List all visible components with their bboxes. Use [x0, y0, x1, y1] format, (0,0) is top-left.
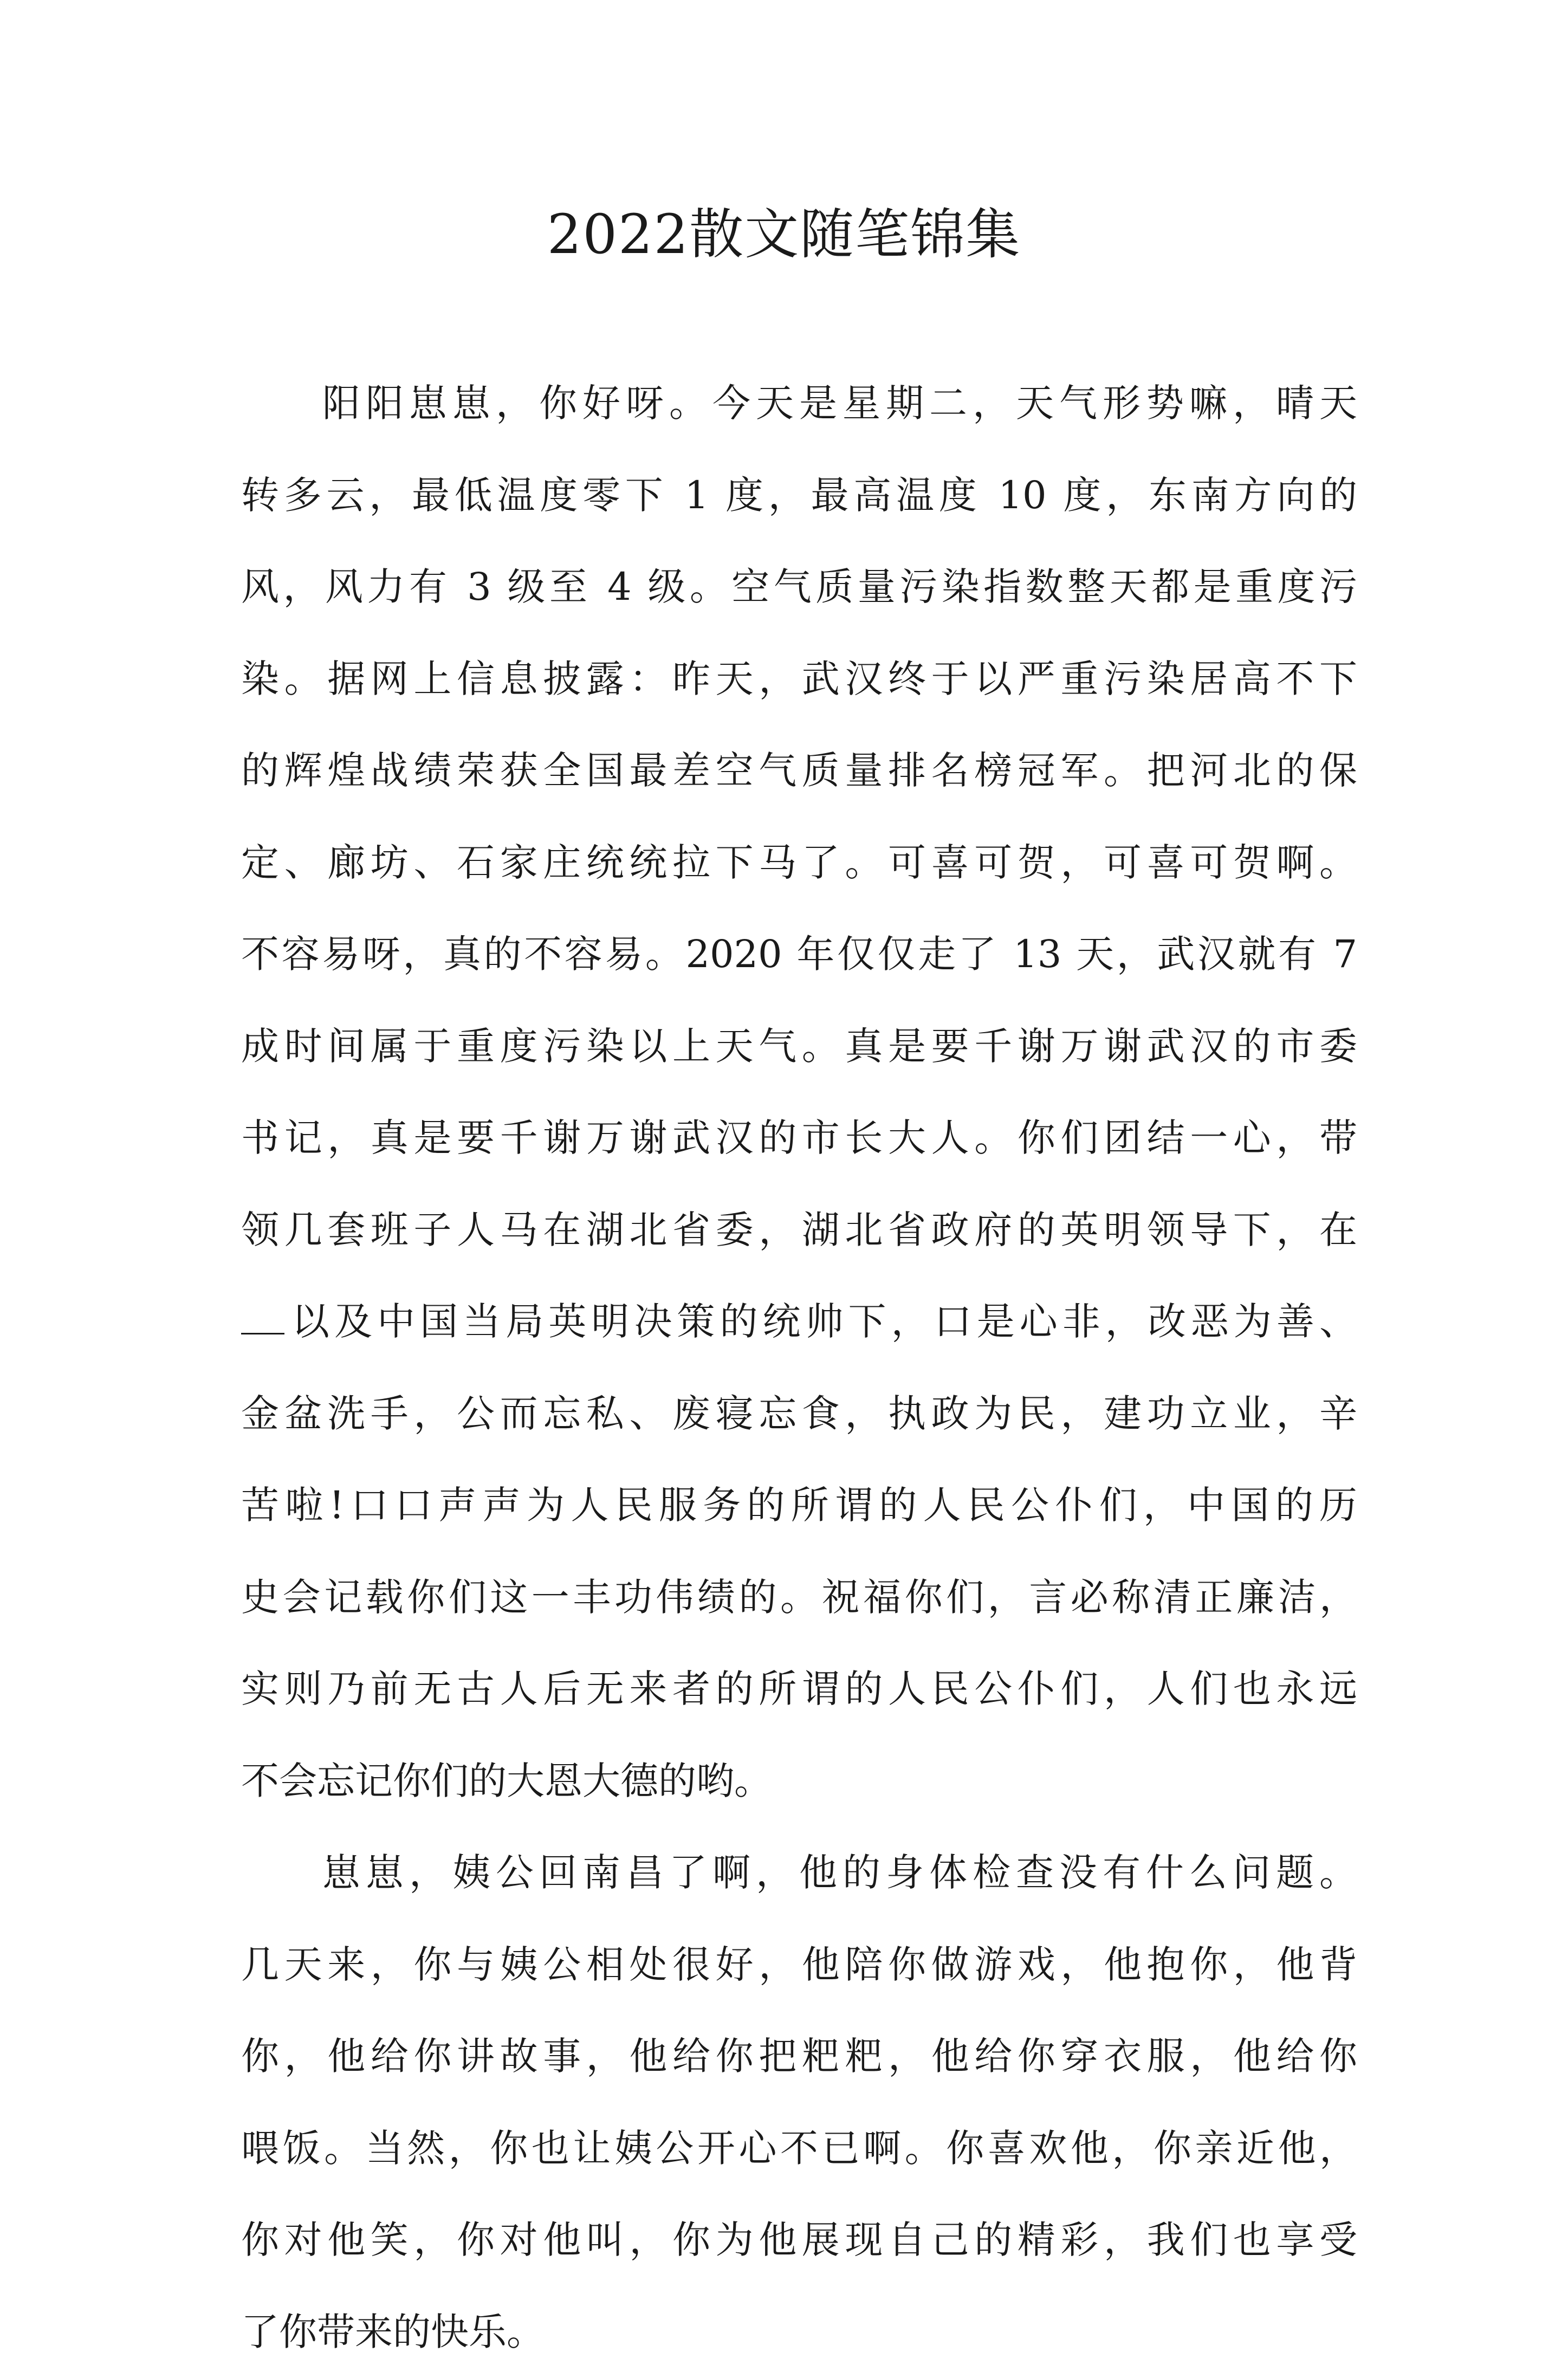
paragraph-1: [241, 358, 1357, 1827]
text-line: 以及中国当局英明决策的统帅下，口是心非，改恶为善、: [287, 1299, 1357, 1344]
text-line: 领几套班子人马在湖北省委，湖北省政府的英明领导下，在: [241, 1184, 1357, 1277]
text-line: 你对他笑，你对他叫，你为他展现自己的精彩，我们也享受: [241, 2194, 1357, 2286]
text-line: 金盆洗手，公而忘私、废寝忘食，执政为民，建功立业，辛: [241, 1368, 1357, 1460]
text-line: 转多云，最低温度零下 1 度，最高温度 10 度，东南方向的: [241, 450, 1357, 542]
text-line: 风，风力有 3 级至 4 级。空气质量污染指数整天都是重度污: [241, 541, 1357, 633]
text-line: 喂饭。当然，你也让姨公开心不已啊。你喜欢他，你亲近他，: [241, 2103, 1357, 2195]
text-line: 书记，真是要千谢万谢武汉的市长大人。你们团结一心，带: [241, 1092, 1357, 1184]
paragraph-2: [241, 1827, 1357, 2378]
text-line: 了你带来的快乐。: [241, 2286, 1357, 2378]
document-body: [241, 358, 1357, 2378]
text-line: 定、廊坊、石家庄统统拉下马了。可喜可贺，可喜可贺啊。: [241, 817, 1357, 909]
text-line: 史会记载你们这一丰功伟绩的。祝福你们，言必称清正廉洁，: [241, 1552, 1357, 1644]
text-line: 实则乃前无古人后无来者的所谓的人民公仆们，人们也永远: [241, 1643, 1357, 1735]
blank-underline: [241, 1303, 284, 1334]
text-line: 你，他给你讲故事，他给你把粑粑，他给你穿衣服，他给你: [241, 2011, 1357, 2103]
text-line: 几天来，你与姨公相处很好，他陪你做游戏，他抱你，他背: [241, 1919, 1357, 2011]
text-line: 崽崽，姨公回南昌了啊，他的身体检查没有什么问题。: [241, 1827, 1357, 1919]
text-line: 不会忘记你们的大恩大德的哟。: [241, 1735, 1357, 1828]
text-line: 成时间属于重度污染以上天气。真是要千谢万谢武汉的市委: [241, 1001, 1357, 1093]
text-line: 苦啦!口口声声为人民服务的所谓的人民公仆们，中国的历: [241, 1460, 1357, 1552]
text-line: 阳阳崽崽，你好呀。今天是星期二，天气形势嘛，晴天: [241, 358, 1357, 450]
text-line-with-blank: [241, 1276, 1357, 1368]
text-line: 不容易呀，真的不容易。2020 年仅仅走了 13 天，武汉就有 7: [241, 909, 1357, 1001]
document-title: 2022散文随笔锦集: [0, 199, 1568, 270]
text-line: 染。据网上信息披露：昨天，武汉终于以严重污染居高不下: [241, 633, 1357, 725]
text-line: 的辉煌战绩荣获全国最差空气质量排名榜冠军。把河北的保: [241, 725, 1357, 817]
